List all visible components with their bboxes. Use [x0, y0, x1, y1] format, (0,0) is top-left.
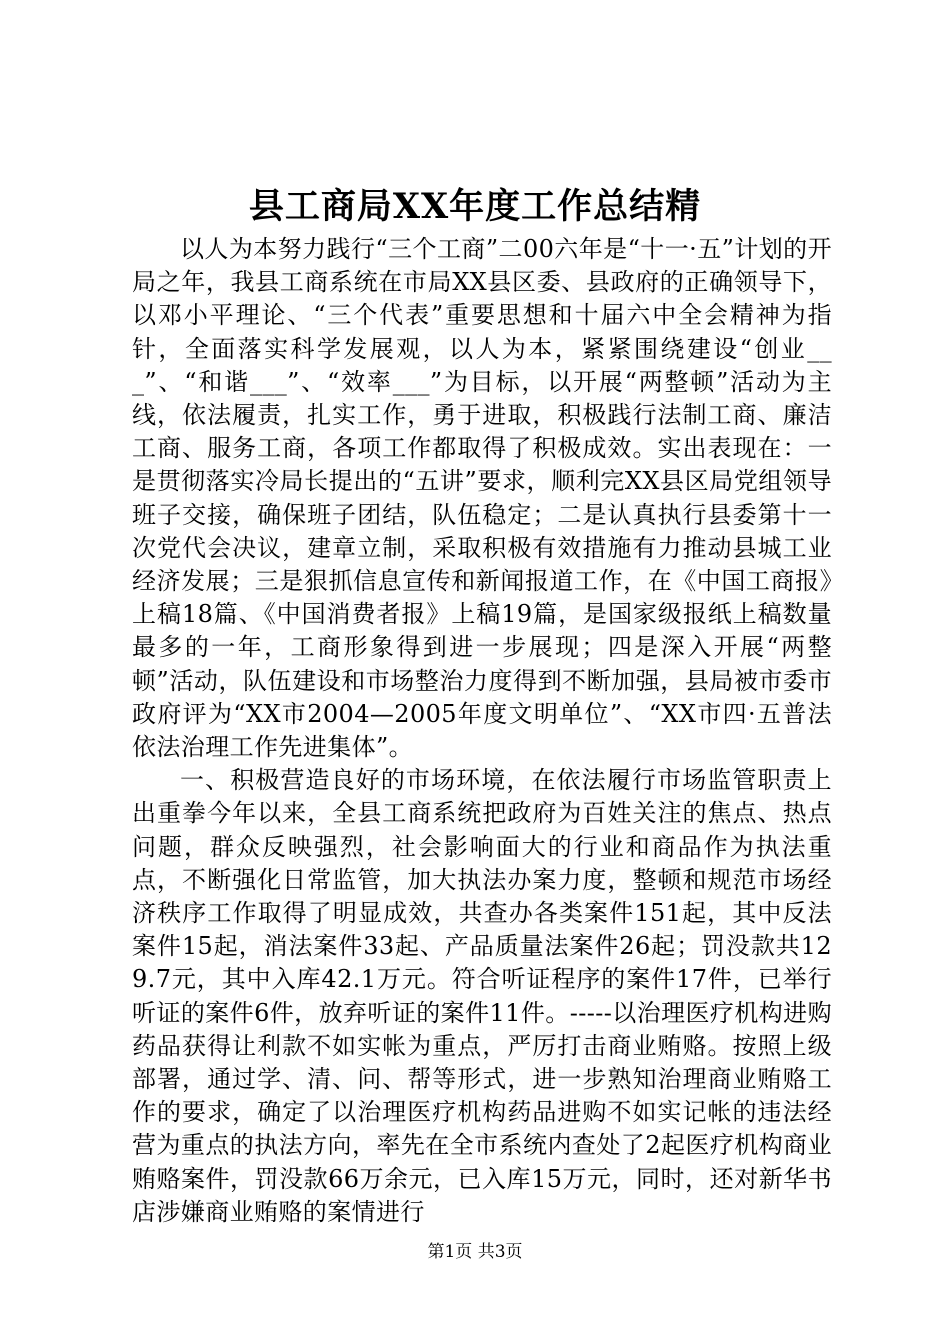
- page-footer: 第1页 共3页: [427, 1242, 523, 1262]
- paragraph-intro: 以人为本努力践行“三个工商”二00六年是“十一·五”计划的开局之年，我县工商系统在市局XX县区委、县政府的正确领导下，以邓小平理论、“三个代表”重要思想和十届六中全会精神为指针，全面落实科学发展观，以人为本，紧紧围绕建设“创业___”、“和谐___”、“效率___”为目标，以开展“两整顿”活动为主线，依法履责，扎实工作，勇于进取，积极践行法制工商、廉洁工商、服务工商，各项工作都取得了积极成效。实出表现在：一是贯彻落实冷局长提出的“五讲”要求，顺利完XX县区局党组领导班子交接，确保班子团结，队伍稳定；二是认真执行县委第十一次党代会决议，建章立制，采取积极有效措施有力推动县城工业经济发展；三是狠抓信息宣传和新闻报道工作，在《中国工商报》上稿18篇、《中国消费者报》上稿19篇，是国家级报纸上稿数量最多的一年，工商形象得到进一步展现；四是深入开展“两整顿”活动，队伍建设和市场整治力度得到不断加强，县局被市委市政府评为“XX市2004—2005年度文明单位”、“XX市四·五普法依法治理工作先进集体”。: [132, 235, 832, 762]
- paragraph-section-one: 一、积极营造良好的市场环境，在依法履行市场监管职责上出重拳今年以来，全县工商系统把政府为百姓关注的焦点、热点问题，群众反映强烈，社会影响面大的行业和商品作为执法重点，不断强化日常监管，加大执法办案力度，整顿和规范市场经济秩序工作取得了明显成效，共查办各类案件151起，其中反法案件15起，消法案件33起、产品质量法案件26起；罚没款共129.7元，其中入库42.1万元。符合听证程序的案件17件，已举行听证的案件6件，放弃听证的案件11件。-----以治理医疗机构进购药品获得让利款不如实帐为重点，严厉打击商业贿赂。按照上级部署，通过学、清、问、帮等形式，进一步熟知治理商业贿赂工作的要求，确定了以治理医疗机构药品进购不如实记帐的违法经营为重点的执法方向，率先在全市系统内查处了2起医疗机构商业贿赂案件，罚没款66万余元，已入库15万元，同时，还对新华书店涉嫌商业贿赂的案情进行: [132, 766, 832, 1226]
- document-title: 县工商局XX年度工作总结精: [248, 186, 702, 227]
- document-body: [132, 233, 832, 1229]
